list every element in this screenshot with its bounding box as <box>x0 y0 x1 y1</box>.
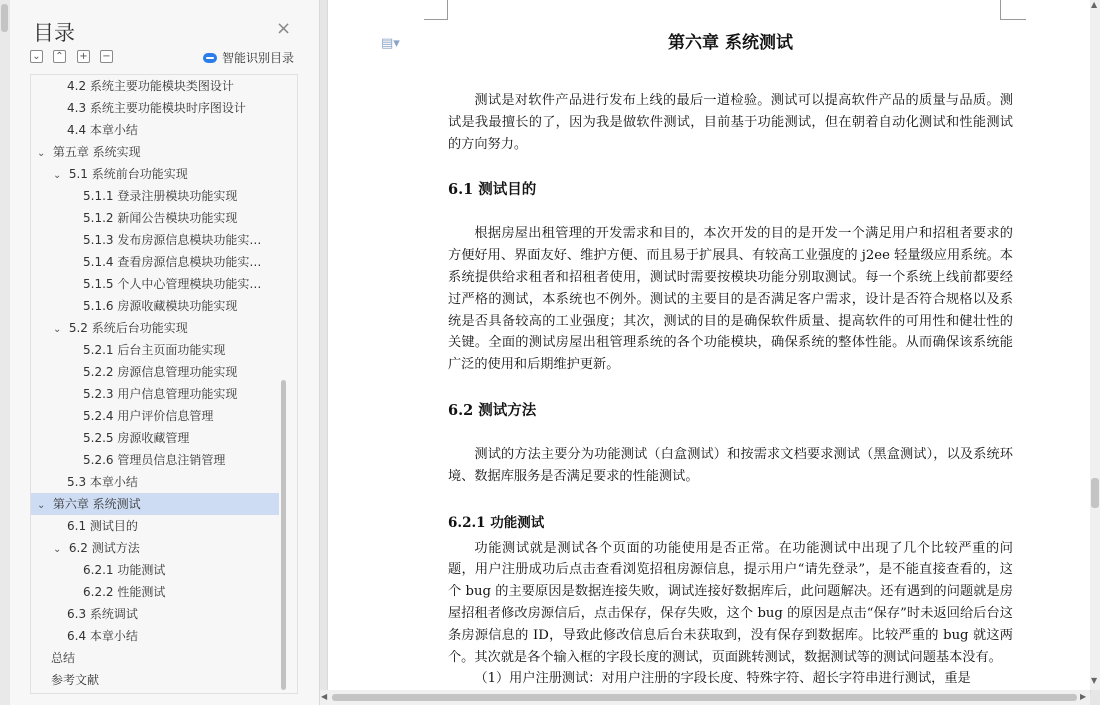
toc-item-label: 4.3 系统主要功能模块时序图设计 <box>67 101 246 115</box>
scrollbar-thumb[interactable] <box>1 4 8 32</box>
toc-item[interactable] <box>31 669 279 691</box>
toc-item-label: 6.1 测试目的 <box>67 519 138 533</box>
add-heading-button[interactable]: + <box>77 50 90 63</box>
toc-item-active[interactable] <box>31 493 279 515</box>
document-menu-icon[interactable]: ▤▾ <box>381 36 400 51</box>
toc-item[interactable] <box>31 119 279 141</box>
chevron-down-icon[interactable]: ⌄ <box>37 148 46 159</box>
toc-item-label: 参考文献 <box>51 673 100 687</box>
toc-item[interactable] <box>31 163 279 185</box>
toc-item[interactable] <box>31 625 279 647</box>
page-content <box>448 28 1013 690</box>
smart-toc-label: 智能识别目录 <box>222 51 295 65</box>
toc-item[interactable] <box>31 97 279 119</box>
scrollbar-thumb[interactable] <box>332 694 1077 701</box>
remove-heading-button[interactable]: − <box>100 50 113 63</box>
paragraph: 测试是对软件产品进行发布上线的最后一道检验。测试可以提高软件产品的质量与品质。测试是我最擅长的了，因为我是做软件测试，目前基于功能测试，但在朝着自动化测试和性能测试的方向努力。 <box>448 93 1013 152</box>
crop-mark <box>1000 0 1026 20</box>
section-heading: 6.2 测试方法 <box>448 401 537 419</box>
toc-item[interactable] <box>31 427 279 449</box>
toc-item-label: 5.2.4 用户评价信息管理 <box>83 409 214 423</box>
toc-item[interactable] <box>31 471 279 493</box>
toc-item-label: 5.2.2 房源信息管理功能实现 <box>83 365 238 379</box>
toc-item-label: 5.3 本章小结 <box>67 475 138 489</box>
toc-item[interactable] <box>31 559 279 581</box>
toc-item[interactable] <box>31 383 279 405</box>
expand-all-button[interactable]: ⌃ <box>53 50 66 63</box>
toc-item-label: 4.4 本章小结 <box>67 123 138 137</box>
scroll-right-icon[interactable]: ▶ <box>1080 692 1087 701</box>
toc-item-label: 6.3 系统调试 <box>67 607 138 621</box>
smart-toc-button[interactable] <box>203 49 294 66</box>
document-horizontal-scrollbar[interactable] <box>320 690 1090 705</box>
toc-item-label: 第五章 系统实现 <box>52 145 141 159</box>
toc-scrollbar[interactable] <box>280 74 288 694</box>
toc-item-label: 5.1.5 个人中心管理模块功能实… <box>83 277 262 291</box>
toc-item[interactable] <box>31 603 279 625</box>
scrollbar-thumb[interactable] <box>281 380 286 690</box>
paragraph: 测试的方法主要分为功能测试（白盒测试）和按需求文档要求测试（黑盒测试），以及系统环境、数据库服务是否满足要求的性能测试。 <box>448 446 1013 484</box>
toc-item-label: 5.2.5 房源收藏管理 <box>83 431 190 445</box>
subsection-heading: 6.2.1 功能测试 <box>448 514 545 531</box>
toc-item-label: 5.2.6 管理员信息注销管理 <box>83 453 226 467</box>
paragraph: 根据房屋出租管理的开发需求和目的，本次开发的目的是开发一个满足用户和招租者要求的方便好用、界面友好、维护方便、而且易于扩展具、有较高工业强度的 j2ee 轻量级应用系统。本系统提供给求租者和招租者使用，测试时需要按模块功能分别取测试。每一个系统上线前都要经过严格的测试，本系统也不例外。测试的主要目的是否满足客户需求，设计是否符合规格以及系统是否具备较高的工业强度；其次，测试的目的是确保软件质量、提高软件的可用性和健壮性的关键。全面的测试房屋出租管理系统的各个功能模块，确保系统的整体性能。从而确保该系统能广泛的使用和后期维护更新。 <box>448 226 1013 373</box>
toc-item-label: 5.2.3 用户信息管理功能实现 <box>83 387 238 401</box>
chapter-title: 第六章 系统测试 <box>668 33 793 53</box>
toc-item-label: 5.1.4 查看房源信息模块功能实… <box>83 255 262 269</box>
toc-item-label: 第六章 系统测试 <box>52 497 141 511</box>
section-heading: 6.1 测试目的 <box>448 181 537 199</box>
toc-item[interactable] <box>31 185 279 207</box>
toc-item-label: 5.1.1 登录注册模块功能实现 <box>83 189 238 203</box>
paragraph: 功能测试就是测试各个页面的功能使用是否正常。在功能测试中出现了几个比较严重的问题，用户注册成功后点击查看浏览招租房源信息，提示用户“请先登录”，是不能直接查看的，这个 bug 的主要原因是数据连接失败，调试连接好数据库后，此问题解决。还有遇到的问题就是房屋招租者修改房源信后，点击保存，保存失败，这个 bug 的原因是点击“保存”时未返回给后台这条房源信息的 ID，导致此修改信息后台未获取到，没有保存到数据库。比较严重的 bug 就这两个。其次就是各个输入框的字段长度的测试，页面跳转测试，数据测试等的测试问题基本没有。 <box>448 540 1013 665</box>
paragraph: （1）用户注册测试：对用户注册的字段长度、特殊字符、超长字符串进行测试，重是 <box>474 671 971 687</box>
toc-item[interactable] <box>31 647 279 669</box>
toc-item-label: 总结 <box>51 651 76 665</box>
document-page[interactable] <box>328 0 1090 693</box>
toc-list <box>30 74 298 694</box>
toc-item-label: 5.2 系统后台功能实现 <box>68 321 188 335</box>
toc-item[interactable] <box>31 317 279 339</box>
toc-item[interactable] <box>31 229 279 251</box>
scroll-up-icon[interactable]: ▲ <box>1091 0 1098 9</box>
toc-item[interactable] <box>31 75 279 97</box>
toc-item[interactable] <box>31 207 279 229</box>
scroll-left-icon[interactable]: ◀ <box>321 692 328 701</box>
toc-item[interactable] <box>31 405 279 427</box>
document-area <box>320 0 1100 705</box>
toc-item-label: 4.2 系统主要功能模块类图设计 <box>67 79 234 93</box>
toc-outer-scrollbar[interactable] <box>0 0 10 705</box>
toc-item-label: 5.2.1 后台主页面功能实现 <box>83 343 226 357</box>
toc-item-label: 6.2.2 性能测试 <box>83 585 166 599</box>
crop-mark <box>424 0 448 20</box>
collapse-all-button[interactable]: ⌄ <box>30 50 43 63</box>
toc-item-label: 6.4 本章小结 <box>67 629 138 643</box>
document-vertical-scrollbar[interactable] <box>1090 0 1100 690</box>
chevron-down-icon[interactable]: ⌄ <box>53 170 62 181</box>
cloud-icon <box>203 53 217 63</box>
toc-item-label: 5.1.6 房源收藏模块功能实现 <box>83 299 238 313</box>
toc-item[interactable] <box>31 251 279 273</box>
toc-item-label: 5.1.3 发布房源信息模块功能实… <box>83 233 262 247</box>
scroll-down-icon[interactable]: ▼ <box>1091 676 1098 685</box>
toc-item[interactable] <box>31 339 279 361</box>
toc-item-label: 6.2.1 功能测试 <box>83 563 166 577</box>
toc-item[interactable] <box>31 449 279 471</box>
toc-item[interactable] <box>31 141 279 163</box>
toc-item-label: 5.1.2 新闻公告模块功能实现 <box>83 211 238 225</box>
toc-item[interactable] <box>31 581 279 603</box>
toc-item-label: 5.1 系统前台功能实现 <box>68 167 188 181</box>
scrollbar-thumb[interactable] <box>1091 478 1099 508</box>
toc-item-label: 6.2 测试方法 <box>68 541 140 555</box>
chevron-down-icon[interactable]: ⌄ <box>53 324 62 335</box>
chevron-down-icon[interactable]: ⌄ <box>53 544 62 555</box>
toc-item[interactable] <box>31 273 279 295</box>
toc-pane <box>0 0 320 705</box>
toc-item[interactable] <box>31 361 279 383</box>
chevron-down-icon[interactable]: ⌄ <box>37 500 46 511</box>
close-icon[interactable]: × <box>276 18 292 39</box>
toc-title: 目录 <box>33 21 75 45</box>
toc-item[interactable] <box>31 295 279 317</box>
toc-item[interactable] <box>31 515 279 537</box>
toc-item[interactable] <box>31 537 279 559</box>
